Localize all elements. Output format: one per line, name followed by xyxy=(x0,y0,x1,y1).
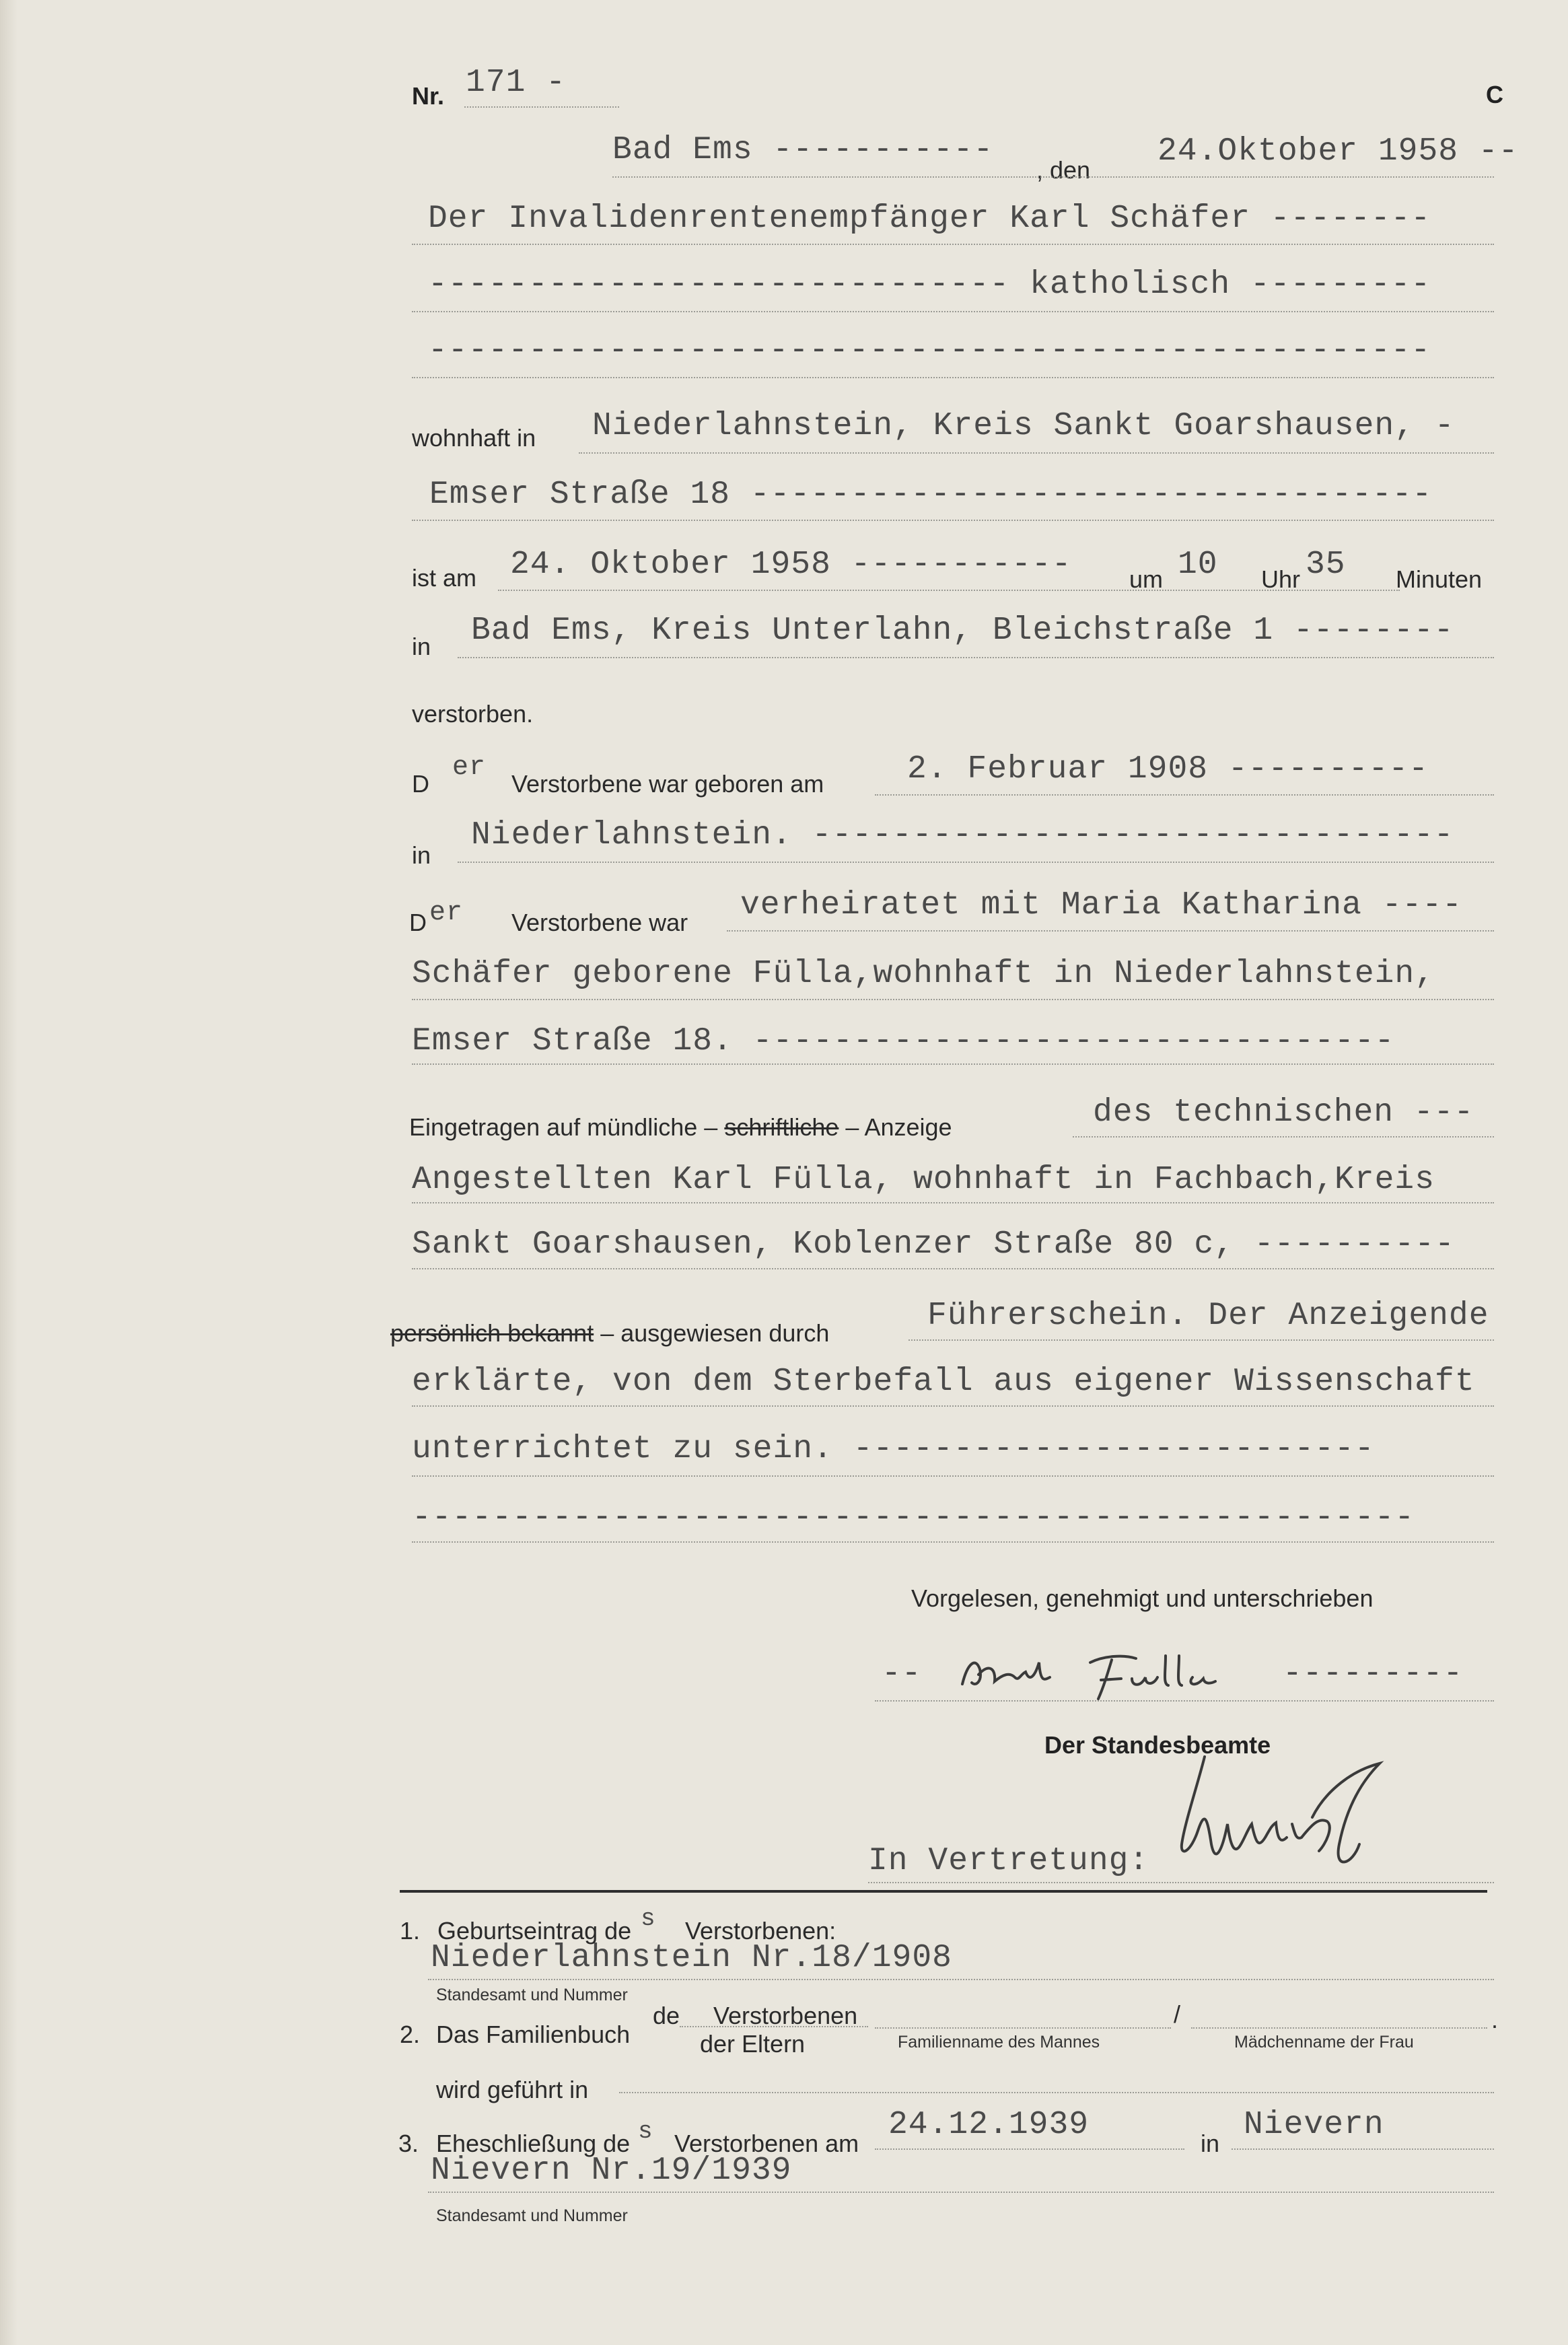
maedchenname-label: Mädchenname der Frau xyxy=(1234,2033,1414,2052)
birth-place: Niederlahnstein. -------------------------------- xyxy=(471,817,1454,853)
residence-line-1: Niederlahnstein, Kreis Sankt Goarshausen, - xyxy=(592,408,1455,444)
geburtseintrag-label: Geburtseintrag de xyxy=(437,1917,632,1945)
gefuehrt-label: wird geführt in xyxy=(436,2076,589,2103)
familienbuch-label: Das Familienbuch xyxy=(436,2021,631,2048)
registration-line-7: -------------------------------------------------- xyxy=(412,1500,1415,1536)
birth-er: er xyxy=(452,753,487,783)
footer-number-2: 2. xyxy=(400,2021,421,2048)
birth-in-label: in xyxy=(412,841,431,869)
uhr-label: Uhr xyxy=(1261,565,1301,593)
familienbuch-period: . xyxy=(1491,2006,1499,2033)
verstorbene-war-label: Verstorbene war xyxy=(511,909,688,936)
schriftliche-struck: schriftliche xyxy=(724,1113,839,1141)
death-minutes: 35 xyxy=(1306,547,1346,583)
registration-line-2: Angestellten Karl Fülla, wohnhaft in Fachbach,Kreis xyxy=(412,1162,1435,1198)
eltern-label: der Eltern xyxy=(700,2030,806,2058)
entry-number: 171 - xyxy=(466,65,567,101)
nr-label: Nr. xyxy=(412,82,445,110)
wohnhaft-label: wohnhaft in xyxy=(412,424,536,452)
signature-right-dashes: --------- xyxy=(1283,1656,1464,1692)
ist-am-label: ist am xyxy=(412,564,477,592)
signature-left-dashes: -- xyxy=(882,1656,922,1692)
death-place: Bad Ems, Kreis Unterlahn, Bleichstraße 1 -------- xyxy=(471,612,1454,649)
official-signature xyxy=(1157,1743,1454,1878)
registration-line-5: erklärte, von dem Sterbefall aus eigener Wissenschaft xyxy=(412,1364,1475,1400)
eheschliessung-label: Eheschließung de xyxy=(436,2130,631,2157)
person-line-2: ----------------------------- katholisch --------- xyxy=(428,267,1431,303)
identification-label: persönlich bekannt – ausgewiesen durch xyxy=(390,1319,830,1347)
corner-letter: C xyxy=(1486,81,1503,108)
marriage-register-entry: Nievern Nr.19/1939 xyxy=(431,2152,792,2189)
marriage-in-label: in xyxy=(1201,2130,1220,2157)
um-label: um xyxy=(1129,565,1164,593)
birth-register-entry: Niederlahnstein Nr.18/1908 xyxy=(431,1940,952,1976)
bekannt-struck: persönlich bekannt xyxy=(390,1319,594,1347)
vorgelesen-label: Vorgelesen, genehmigt und unterschrieben xyxy=(911,1584,1374,1612)
registration-line-3: Sankt Goarshausen, Koblenzer Straße 80 c, ---------- xyxy=(412,1226,1455,1263)
familienbuch-slash: / xyxy=(1174,2000,1181,2028)
marital-d-label: D xyxy=(409,909,427,936)
marriage-place: Nievern xyxy=(1244,2107,1384,2143)
eingetragen-label: Eingetragen auf mündliche – schriftliche – Anzeige xyxy=(409,1113,952,1141)
informant-signature xyxy=(956,1642,1252,1703)
person-line-3: -------------------------------------------------- xyxy=(428,332,1431,369)
page-edge-shadow xyxy=(0,0,17,2345)
death-date: 24. Oktober 1958 ----------- xyxy=(510,547,1072,583)
footer-number-1: 1. xyxy=(400,1917,421,1945)
registration-line-1: des technischen --- xyxy=(1093,1094,1474,1131)
marriage-date: 24.12.1939 xyxy=(888,2107,1090,2143)
death-hour: 10 xyxy=(1178,547,1218,583)
marital-line-2: Schäfer geborene Fülla,wohnhaft in Niederlahnstein, xyxy=(412,956,1435,992)
verstorben-label: verstorben. xyxy=(412,700,534,728)
standesamt-label-1: Standesamt und Nummer xyxy=(436,1986,628,2004)
registration-line-4: Führerschein. Der Anzeigende xyxy=(927,1298,1489,1334)
residence-line-2: Emser Straße 18 ---------------------------------- xyxy=(429,477,1433,513)
geboren-label: Verstorbene war geboren am xyxy=(511,770,824,798)
registry-date: 24.Oktober 1958 -- xyxy=(1157,133,1519,170)
footer-number-3: 3. xyxy=(398,2130,419,2157)
section-divider xyxy=(400,1890,1487,1893)
verstorbenen-label-1: Verstorbenen: xyxy=(685,1917,836,1945)
verstorbenen-am-label: Verstorbenen am xyxy=(674,2130,859,2157)
person-line-1: Der Invalidenrentenempfänger Karl Schäfer -------- xyxy=(428,201,1431,237)
geburtseintrag-s: s xyxy=(641,1905,656,1932)
eheschliessung-s: s xyxy=(638,2118,653,2145)
death-in-label: in xyxy=(412,633,431,660)
birth-d-label: D xyxy=(412,770,429,798)
minuten-label: Minuten xyxy=(1396,565,1483,593)
standesbeamte-label: Der Standesbeamte xyxy=(1044,1731,1271,1759)
de-label: de xyxy=(653,2002,680,2029)
den-label: , den xyxy=(1036,156,1091,184)
standesamt-label-3: Standesamt und Nummer xyxy=(436,2206,628,2225)
registry-place: Bad Ems ----------- xyxy=(612,132,994,168)
marital-line-3: Emser Straße 18. -------------------------------- xyxy=(412,1023,1395,1059)
birth-date: 2. Februar 1908 ---------- xyxy=(907,751,1429,788)
verstorbenen-label-2: Verstorbenen xyxy=(713,2002,858,2029)
marital-er: er xyxy=(429,898,464,928)
familienname-label: Familienname des Mannes xyxy=(898,2033,1100,2052)
vertretung-label: In Vertretung: xyxy=(868,1843,1149,1879)
registration-line-6: unterrichtet zu sein. -------------------------- xyxy=(412,1431,1375,1467)
marital-line-1: verheiratet mit Maria Katharina ---- xyxy=(740,887,1462,923)
